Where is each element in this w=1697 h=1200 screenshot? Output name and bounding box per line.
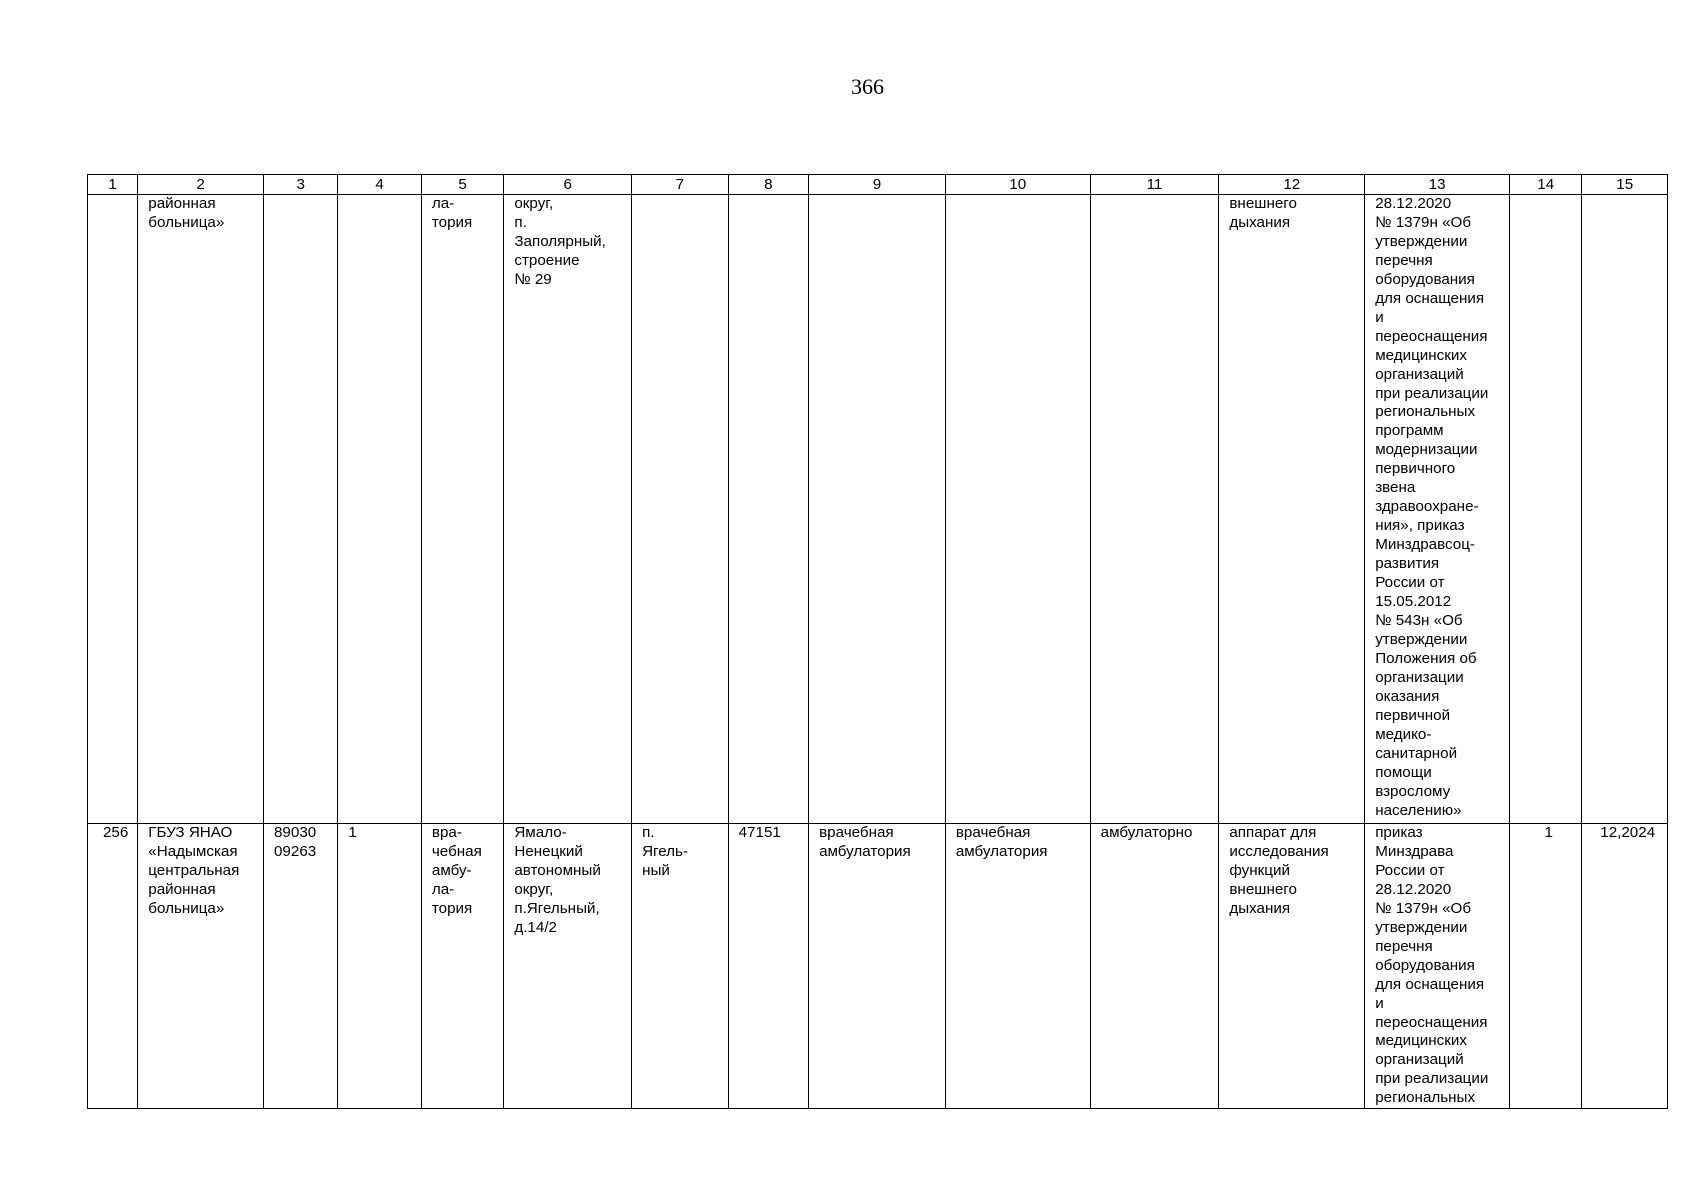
cell-col9 bbox=[809, 195, 946, 824]
cell-legal-basis bbox=[1365, 824, 1510, 1109]
cell-code bbox=[263, 824, 337, 1109]
cell-settlement bbox=[632, 195, 729, 824]
cell-text: п. Ягель- ный bbox=[642, 824, 689, 879]
cell-row-number bbox=[88, 824, 138, 1109]
page-number: 366 bbox=[851, 74, 884, 99]
cell-address bbox=[504, 824, 632, 1109]
cell-col10 bbox=[945, 824, 1090, 1109]
column-header: 3 bbox=[263, 175, 337, 195]
column-header: 6 bbox=[504, 175, 632, 195]
cell-text: ГБУЗ ЯНАО «Надымская центральная районная больница» bbox=[148, 824, 240, 917]
column-header: 10 bbox=[945, 175, 1090, 195]
cell-text: врачебная амбулатория bbox=[819, 824, 911, 860]
cell-text: ла- тория bbox=[431, 195, 473, 231]
cell-text: амбулаторно bbox=[1100, 824, 1193, 841]
data-table bbox=[87, 174, 1668, 1109]
column-header: 12 bbox=[1219, 175, 1365, 195]
cell-text: округ, п. Заполярный, строение № 29 bbox=[514, 195, 606, 288]
cell-text: врачебная амбулатория bbox=[955, 824, 1048, 860]
cell-date bbox=[1582, 824, 1668, 1109]
cell-legal-basis bbox=[1365, 195, 1510, 824]
cell-date bbox=[1582, 195, 1668, 824]
column-header: 5 bbox=[421, 175, 503, 195]
column-header: 2 bbox=[138, 175, 264, 195]
cell-text: вра- чебная амбу- ла- тория bbox=[431, 824, 482, 917]
cell-text: Ямало- Ненецкий автономный округ, п.Ягельный, д.14/2 bbox=[514, 824, 601, 936]
cell-facility-type bbox=[421, 195, 503, 824]
cell-quantity bbox=[1510, 824, 1582, 1109]
column-header: 7 bbox=[632, 175, 729, 195]
cell-text: 89030 09263 bbox=[273, 824, 317, 860]
cell-address bbox=[504, 195, 632, 824]
cell-text: 28.12.2020 № 1379н «Об утверждении перечня оборудования для оснащения и переоснащения медицинских организаций при реализации региональных программ модернизации первичного звена здравоохране- ния», приказ Минздравсоц- развития России от 15.05.2012 № 543н «Об утверждении Положения об организации оказания первичной медико- санитарной помощи взрослому населению» bbox=[1375, 195, 1489, 819]
cell-text: 256 bbox=[102, 824, 129, 841]
table-row bbox=[88, 824, 1668, 1109]
column-header: 4 bbox=[338, 175, 421, 195]
column-header: 15 bbox=[1582, 175, 1668, 195]
column-header: 14 bbox=[1510, 175, 1582, 195]
cell-text: 12,2024 bbox=[1600, 824, 1656, 841]
column-header: 13 bbox=[1365, 175, 1510, 195]
cell-col10 bbox=[945, 195, 1090, 824]
cell-text: 1 bbox=[1544, 824, 1553, 841]
cell-settlement bbox=[632, 824, 729, 1109]
cell-text: приказ Минздрава России от 28.12.2020 № 1379н «Об утверждении перечня оборудования для оснащения и переоснащения медицинских организаций при реализации региональных bbox=[1375, 824, 1489, 1107]
cell-equipment bbox=[1219, 824, 1365, 1109]
column-header: 9 bbox=[809, 175, 946, 195]
cell-text: районная больница» bbox=[148, 195, 225, 231]
cell-text: внешнего дыхания bbox=[1229, 195, 1297, 231]
cell-code-8 bbox=[728, 824, 808, 1109]
cell-col4 bbox=[338, 824, 421, 1109]
column-header: 1 bbox=[88, 175, 138, 195]
table-header-row bbox=[88, 175, 1668, 195]
cell-organization bbox=[138, 195, 264, 824]
cell-code-8 bbox=[728, 195, 808, 824]
cell-col11 bbox=[1090, 195, 1219, 824]
cell-row-number bbox=[88, 195, 138, 824]
cell-text: 1 bbox=[348, 824, 357, 841]
cell-organization bbox=[138, 824, 264, 1109]
cell-text: аппарат для исследования функций внешнего дыхания bbox=[1229, 824, 1329, 917]
cell-equipment bbox=[1219, 195, 1365, 824]
cell-text: 47151 bbox=[738, 824, 781, 841]
column-header: 11 bbox=[1090, 175, 1219, 195]
cell-col11 bbox=[1090, 824, 1219, 1109]
cell-quantity bbox=[1510, 195, 1582, 824]
cell-col4 bbox=[338, 195, 421, 824]
column-header: 8 bbox=[728, 175, 808, 195]
cell-facility-type bbox=[421, 824, 503, 1109]
table-row bbox=[88, 195, 1668, 824]
cell-col9 bbox=[809, 824, 946, 1109]
cell-code bbox=[263, 195, 337, 824]
